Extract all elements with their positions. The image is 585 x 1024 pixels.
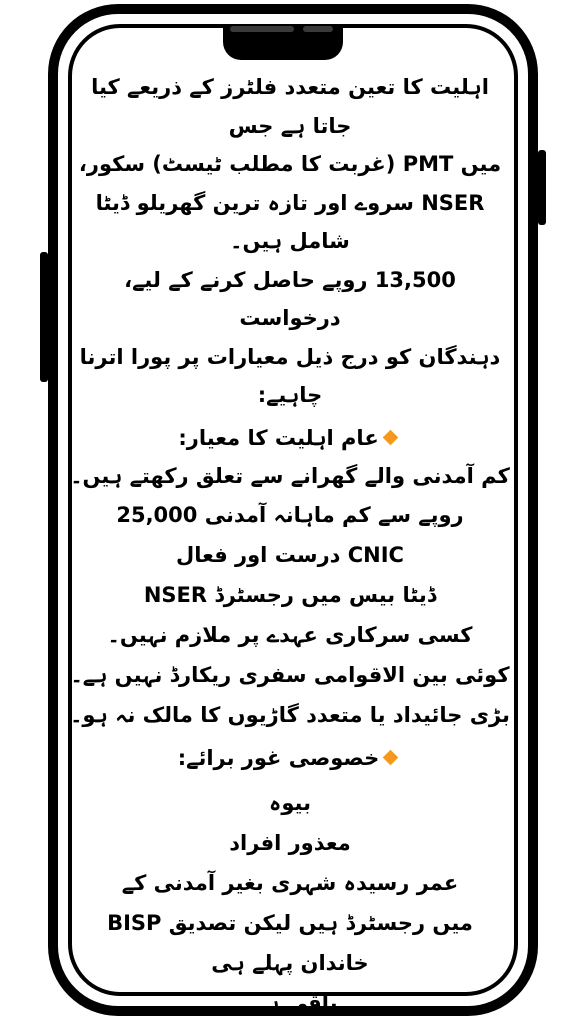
power-button (538, 150, 546, 225)
criteria-item: کم آمدنی والے گھرانے سے تعلق رکھتے ہیں۔ (70, 463, 510, 488)
diamond-bullet-icon (382, 430, 398, 446)
special-item: میں رجسٹرڈ ہیں لیکن تصدیق BISP خاندان پہلے ہی (107, 910, 473, 975)
special-item: معذور افراد (229, 830, 351, 855)
general-criteria-heading (70, 419, 510, 457)
intro-line: 13,500 روپے حاصل کرنے کے لیے، درخواست (124, 267, 456, 330)
intro-line: دہندگان کو درج ذیل معیارات پر پورا اترنا چاہیے: (79, 344, 501, 407)
intro-line: NSER سروے اور تازہ ترین گھریلو ڈیٹا شامل ہیں۔ (95, 190, 485, 253)
special-item: بیوہ (269, 790, 311, 815)
general-criteria-heading-text: عام اہلیت کا معیار: (178, 425, 379, 450)
special-item: باقی ہے۔ (242, 990, 338, 1015)
special-item: عمر رسیدہ شہری بغیر آمدنی کے (121, 870, 459, 895)
criteria-item: CNIC درست اور فعال (176, 542, 404, 567)
eligibility-content (70, 68, 510, 1015)
criteria-item: بڑی جائیداد یا متعدد گاڑیوں کا مالک نہ ہو۔ (70, 702, 510, 727)
special-consideration-heading (70, 739, 510, 777)
camera-slot (303, 26, 333, 32)
criteria-item: روپے سے کم ماہانہ آمدنی 25,000 (116, 502, 464, 527)
criteria-item: کسی سرکاری عہدے پر ملازم نہیں۔ (107, 622, 473, 647)
speaker-slot (230, 26, 294, 32)
criteria-item: کوئی بین الاقوامی سفری ریکارڈ نہیں ہے۔ (70, 662, 510, 687)
special-consideration-heading-text: خصوصی غور برائے: (177, 745, 380, 770)
volume-button (40, 252, 48, 382)
criteria-item: ڈیٹا بیس میں رجسٹرڈ NSER (143, 582, 437, 607)
intro-line: میں PMT (غربت کا مطلب ٹیسٹ) سکور، (78, 152, 502, 176)
intro-line: اہلیت کا تعین متعدد فلٹرز کے ذریعے کیا جاتا ہے جس (91, 75, 489, 138)
diamond-bullet-icon (383, 750, 399, 766)
